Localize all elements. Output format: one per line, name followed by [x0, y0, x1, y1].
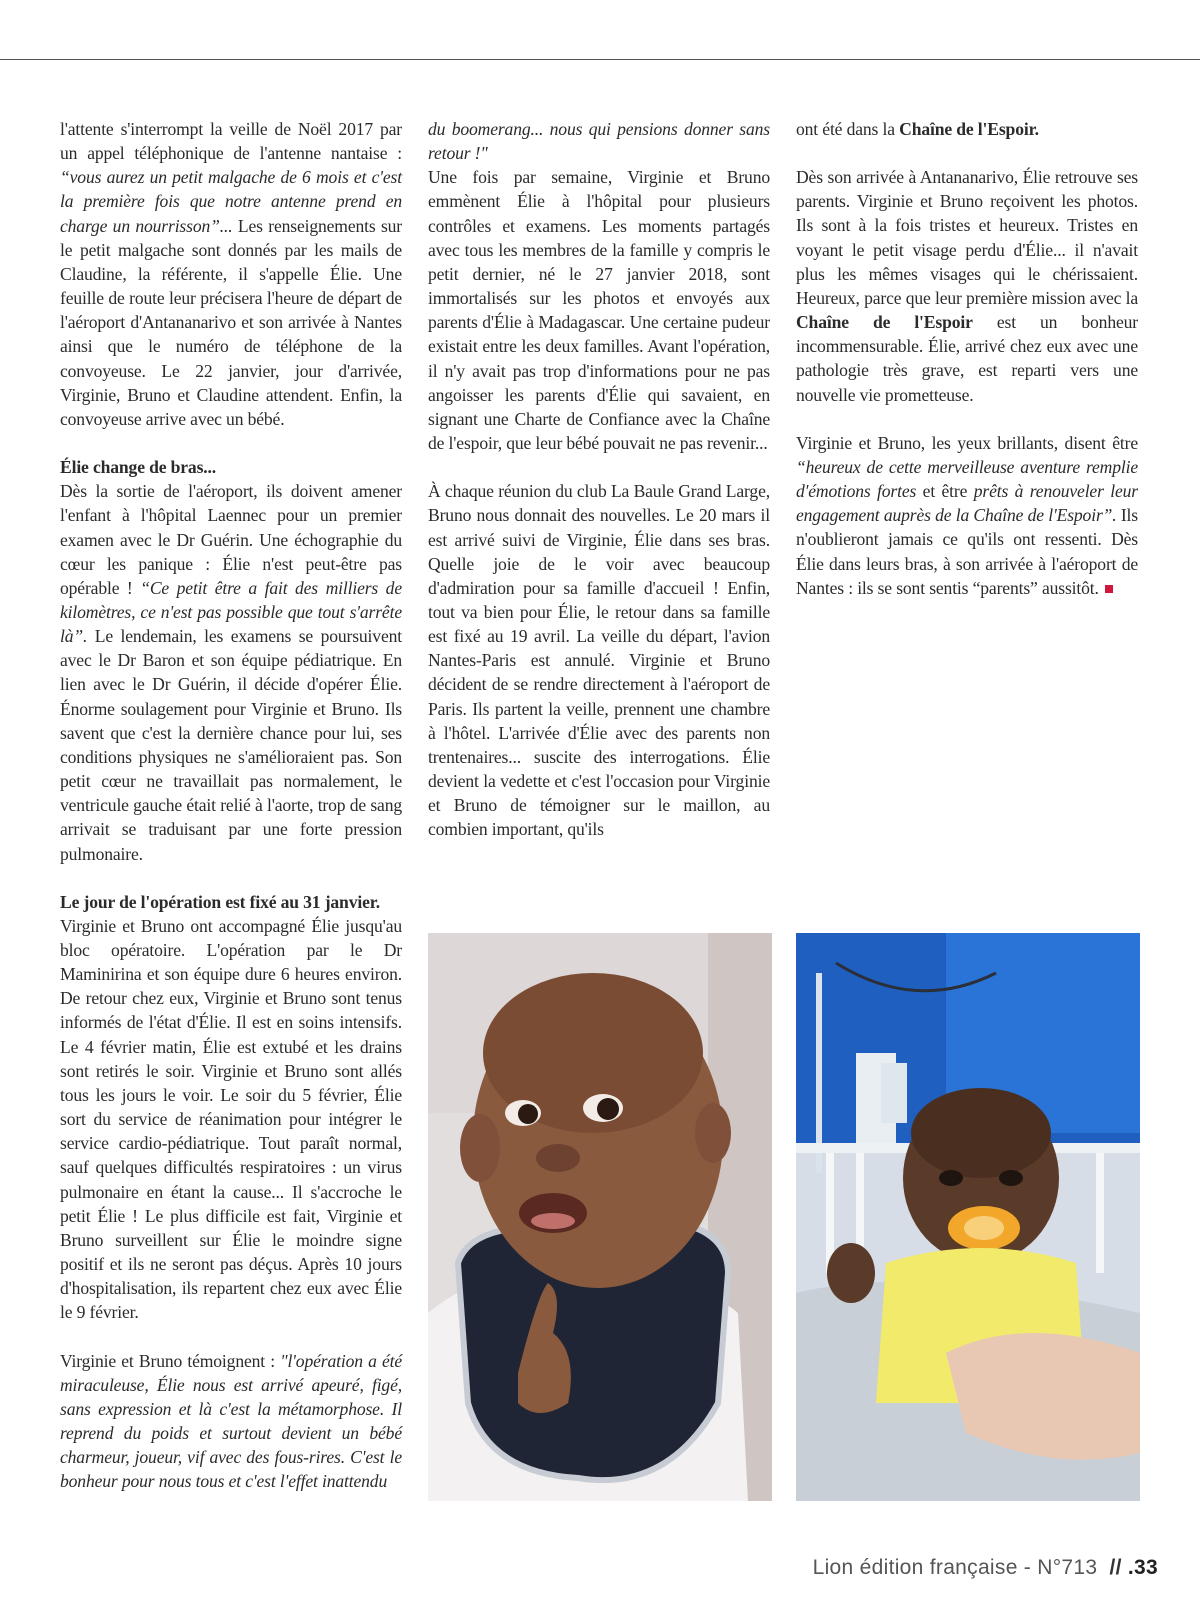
text-run: Ils n'oublieront jamais ce qu'ils ont ressenti. Dès Élie dans leurs bras, à son arrivée à l'aéroport de Nantes : ils se sont sentis “parents” aussitôt.: [796, 505, 1138, 598]
end-mark-icon: [1105, 585, 1113, 593]
publication-name: Lion édition française - N°713: [812, 1556, 1098, 1579]
text-run: Virginie et Bruno témoignent :: [60, 1350, 281, 1371]
text-run: "l'opération a été miraculeuse, Élie nous est arrivé apeuré, figé, sans expression et là c'est la métamorphose. Il reprend du poids et surtout devient un bébé charmeur, joueur, vif avec des fous-rires. C'est le bonheur pour nous tous et c'est l'effet inattendu: [60, 1350, 403, 1492]
paragraph: [60, 1349, 402, 1494]
page-number: .33: [1127, 1556, 1158, 1579]
text-run: “heureux de cette merveilleuse aventure remplie d'émotions fortes: [796, 456, 1138, 502]
paragraph: [796, 165, 1138, 407]
baby-hospital-illustration: [796, 933, 1140, 1501]
text-run: Virginie et Bruno, les yeux brillants, disent être: [796, 432, 1138, 453]
paragraph: [60, 117, 402, 431]
photo-baby-hospital: [796, 933, 1140, 1501]
paragraph: [60, 479, 402, 866]
text-run: “Ce petit être a fait des milliers de kilomètres, ce n'est pas possible que tout s'arrête là”.: [60, 577, 402, 647]
text-run: et être: [916, 481, 974, 502]
header-rule: [0, 59, 1200, 60]
paragraph: À chaque réunion du club La Baule Grand Large, Bruno nous donnait des nouvelles. Le 20 mars il est arrivé suivi de Virginie, Élie dans ses bras. Quelle joie de le voir avec beaucoup d'admiration pour sa famille d'accueil ! Enfin, tout va bien pour Élie, le retour dans sa famille est fixé au 19 avril. La veille du départ, l'avion Nantes-Paris est annulé. Virginie et Bruno décident de se rendre directement à l'aéroport de Paris. Ils partent la veille, prennent une chambre à l'hôtel. L'arrivée d'Élie avec des parents non trentenaires... suscite des interrogations. Élie devient la vedette et c'est l'occasion pour Virginie et Bruno de témoigner sur le maillon, au combien important, qu'ils: [428, 481, 770, 840]
baby-bib-illustration: [428, 933, 772, 1501]
paragraph: Virginie et Bruno ont accompagné Élie jusqu'au bloc opératoire. L'opération par le Dr Maminirina et son équipe dure 6 heures environ. De retour chez eux, Virginie et Bruno sont tenus informés de l'état d'Élie. Il est en soins intensifs. Le 4 février matin, Élie est extubé et les drains sont retirés le soir. Virginie et Bruno sont allés tous les jours le voir. Le soir du 5 février, Élie sort du service de réanimation pour intégrer le service cardio-pédiatrique. Tout paraît normal, sauf quelques difficultés respiratoires : un virus pulmonaire en étant la cause... Il s'accroche le petit Élie ! Le plus difficile est fait, Virginie et Bruno surveillent sur Élie le moindre signe positif et ils ne seront pas déçus. Après 10 jours d'hospitalisation, ils repartent chez eux avec Élie le 9 février.: [60, 915, 402, 1323]
text-run: Dès la sortie de l'aéroport, ils doivent amener l'enfant à l'hôpital Laennec pour un premier examen avec le Dr Guérin. Une échographie du cœur les panique : Élie n'est peut-être pas opérable !: [60, 481, 402, 598]
text-run: Chaîne de l'Espoir: [796, 312, 973, 333]
section-heading: Élie change de bras...: [60, 457, 217, 478]
paragraph: [796, 431, 1138, 600]
photo-baby-bib: [428, 933, 772, 1501]
paragraph: [796, 117, 1138, 141]
footer-separator: //: [1109, 1556, 1122, 1579]
text-run: Dès son arrivée à Antananarivo, Élie retrouve ses parents. Virginie et Bruno reçoivent les photos. Ils sont à la fois tristes et heureux. Tristes en voyant le petit visage perdu d'Élie... il n'avait plus les mêmes visages qui le chérissaient. Heureux, parce que leur première mission avec la: [796, 167, 1138, 308]
text-run: l'attente s'interrompt la veille de Noël 2017 par un appel téléphonique de l'antenne nantaise :: [60, 119, 402, 164]
text-run: Chaîne de l'Espoir.: [899, 119, 1039, 139]
text-run: Les renseignements sur le petit malgache sont donnés par les mails de Claudine, la référente, il s'appelle Élie. Une feuille de route leur précisera l'heure de départ de l'aéroport d'Antananarivo et son arrivée à Nantes ainsi que le numéro de téléphone de la convoyeuse. Le 22 janvier, jour d'arrivée, Virginie, Bruno et Claudine attendent. Enfin, la convoyeuse arrive avec un bébé.: [60, 215, 403, 429]
section-heading: Le jour de l'opération est fixé au 31 janvier.: [60, 891, 381, 912]
text-run: prêts à renouveler leur engagement auprès de la Chaîne de l'Espoir”.: [796, 481, 1138, 526]
paragraph: Une fois par semaine, Virginie et Bruno emmènent Élie à l'hôpital pour plusieurs contrôles et examens. Les moments partagés avec tous les membres de la famille y compris le petit dernier, né le 27 janvier 2018, sont immortalisés sur les photos et envoyés aux parents d'Élie à Madagascar. Une certaine pudeur existait entre les deux familles. Avant l'opération, il n'y avait pas trop d'informations pour ne pas angoisser les parents d'Élie qui savaient, en signant une Charte de Confiance avec la Chaîne de l'espoir, que leur bébé pouvait ne pas revenir...: [428, 167, 770, 454]
article-column-2: [428, 117, 770, 842]
page-footer: [813, 1556, 1158, 1580]
article-column-3: [796, 117, 1138, 600]
text-run: “vous aurez un petit malgache de 6 mois et c'est la première fois que notre antenne prend en charge un nourrisson”...: [60, 167, 402, 236]
text-run: Le lendemain, les examens se poursuivent avec le Dr Baron et son équipe pédiatrique. En lien avec le Dr Guérin, il décide d'opérer Élie. Énorme soulagement pour Virginie et Bruno. Ils savent que c'est la dernière chance pour lui, ses conditions physiques ne s'amélioraient pas. Son petit cœur ne travaillait pas normalement, le ventricule gauche était relié à l'aorte, trop de sang arrivait se traduisant par une forte pression pulmonaire.: [60, 626, 402, 864]
text-run: ont été dans la: [796, 119, 900, 139]
text-run: est un bonheur incommensurable. Élie, arrivé chez eux avec une pathologie très grave, est reparti vers une nouvelle vie prometteuse.: [796, 312, 1138, 405]
article-column-1: [60, 117, 402, 1493]
paragraph: [428, 117, 770, 165]
text-run: du boomerang... nous qui pensions donner sans retour !": [428, 119, 770, 164]
